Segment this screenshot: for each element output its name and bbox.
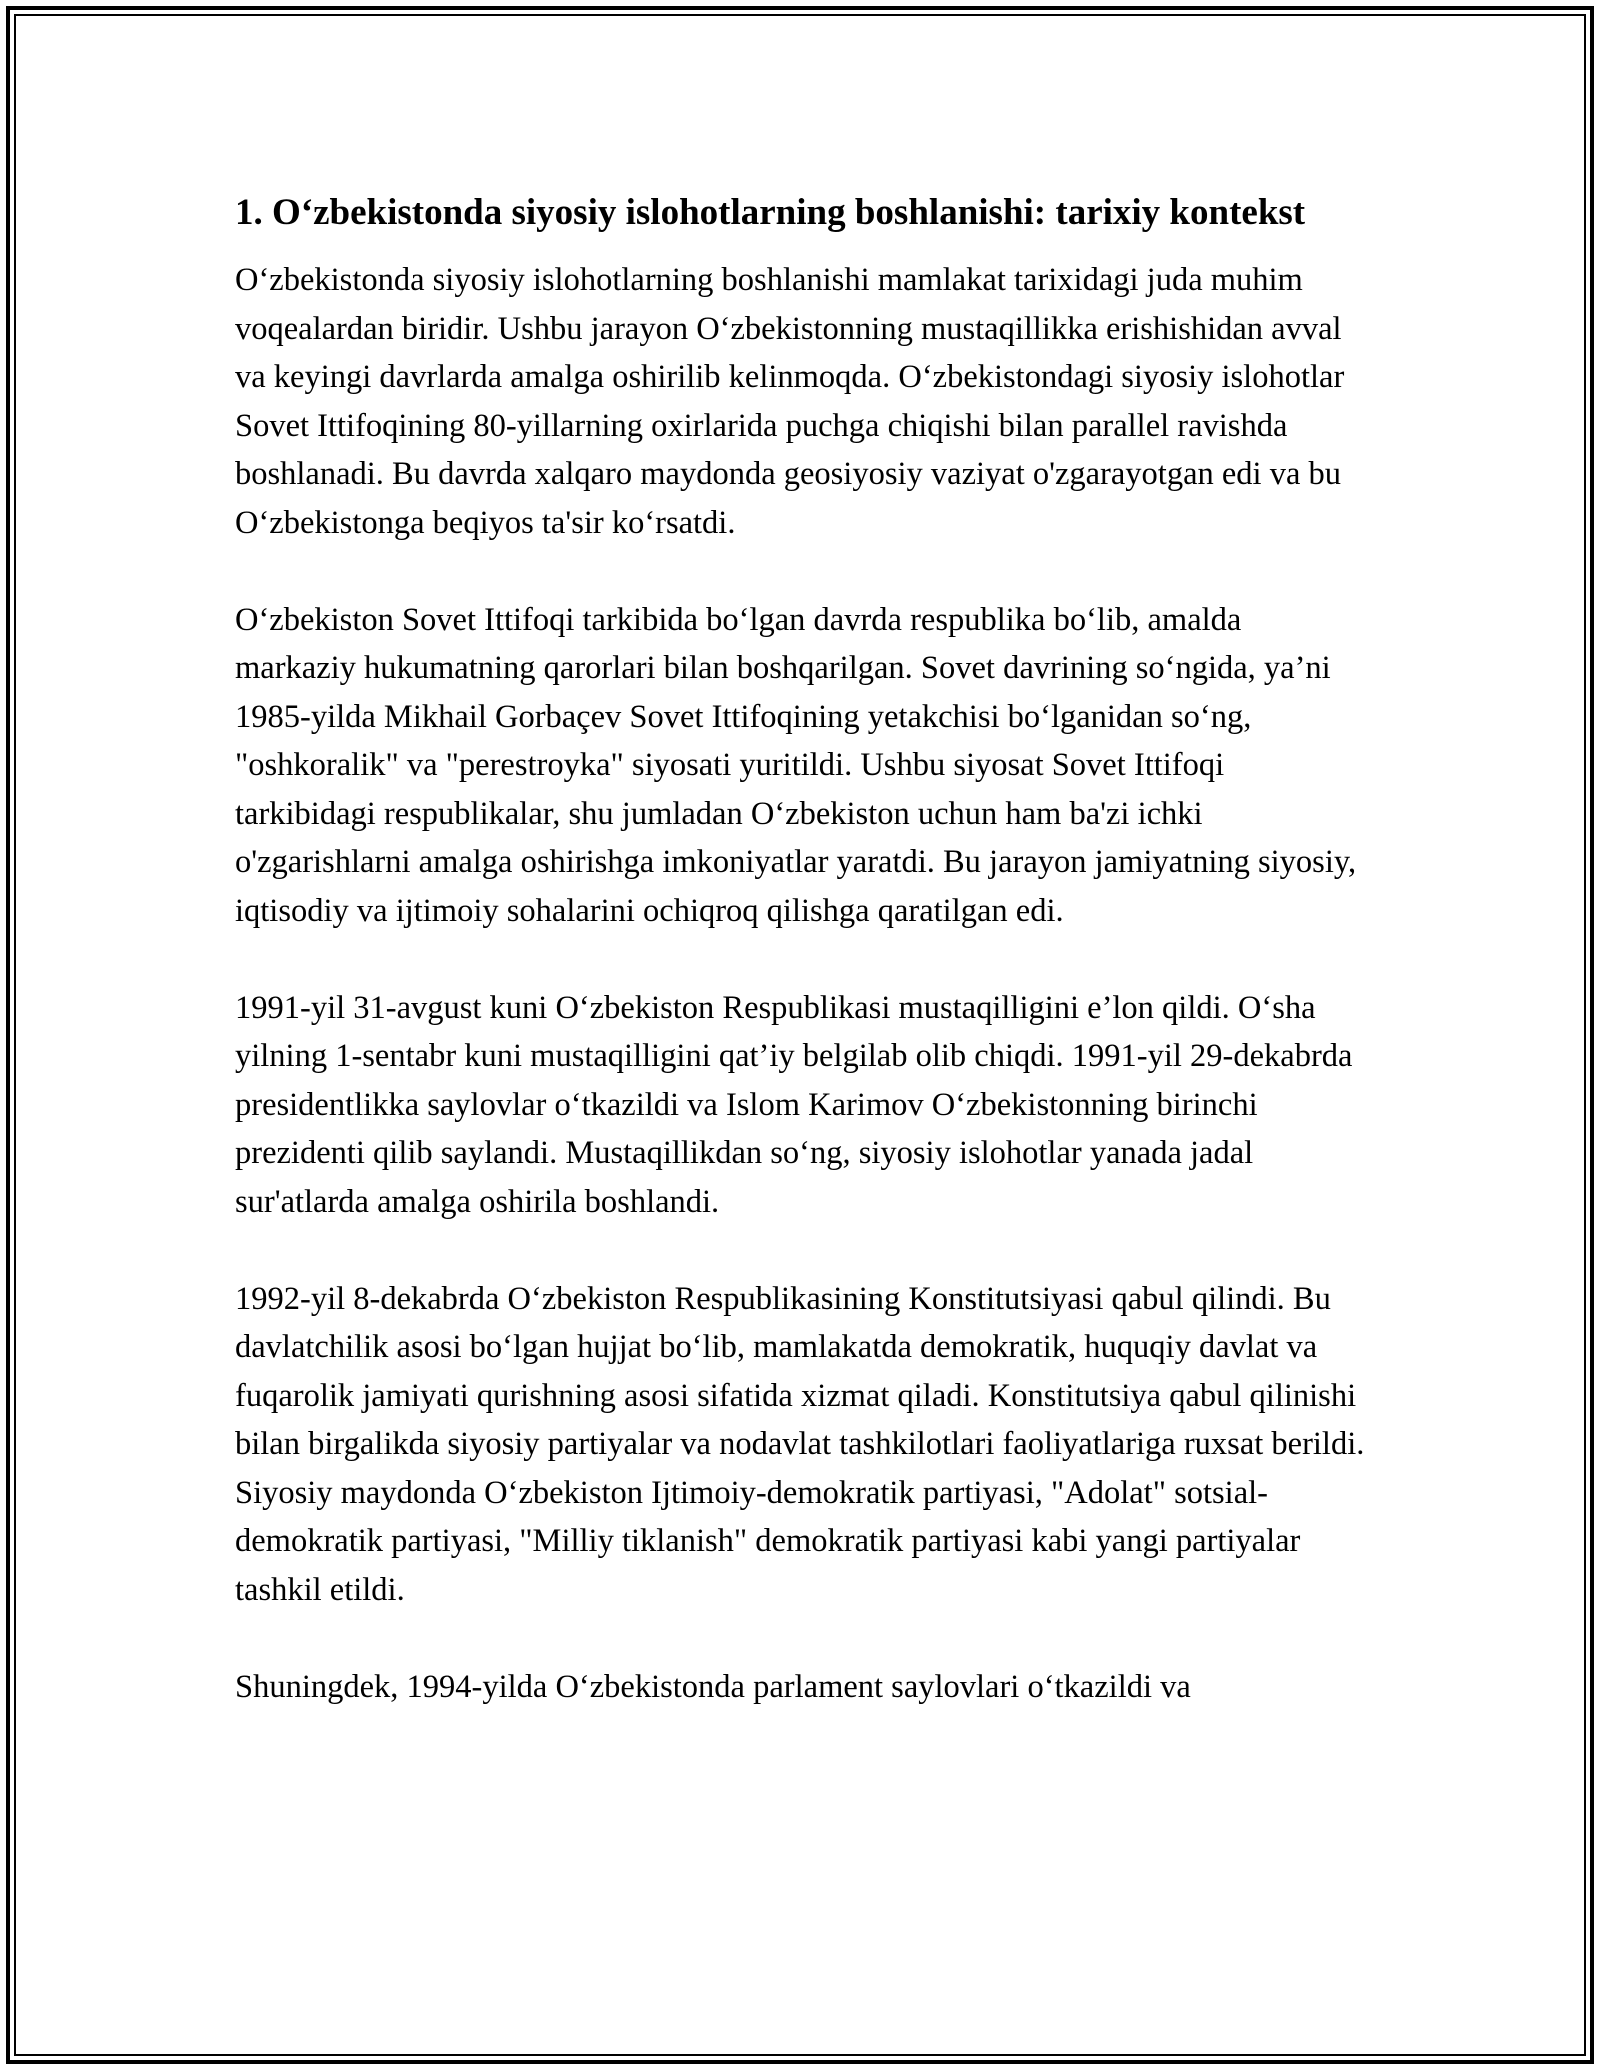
document-body xyxy=(235,186,1370,1760)
paragraph-4: 1992-yil 8-dekabrda O‘zbekiston Respublikasining Konstitutsiyasi qabul qilindi. Bu davlatchilik asosi bo‘lgan hujjat bo‘lib, mamlakatda demokratik, huquqiy davlat va fuqarolik jamiyati qurishning asosi sifatida xizmat qiladi. Konstitutsiya qabul qilinishi bilan birgalikda siyosiy partiyalar va nodavlat tashkilotlari faoliyatlariga ruxsat berildi. Siyosiy maydonda O‘zbekiston Ijtimoiy-demokratik partiyasi, "Adolat" sotsial-demokratik partiyasi, "Milliy tiklanish" demokratik partiyasi kabi yangi partiyalar tashkil etildi. xyxy=(235,1280,1365,1608)
paragraph-5: Shuningdek, 1994-yilda O‘zbekistonda parlament saylovlari o‘tkazildi va xyxy=(235,1668,1191,1705)
section-heading: 1. O‘zbekistonda siyosiy islohotlarning boshlanishi: tarixiy kontekst xyxy=(235,192,1306,233)
paragraph-3: 1991-yil 31-avgust kuni O‘zbekiston Respublikasi mustaqilligini e’lon qildi. O‘sha yilning 1-sentabr kuni mustaqilligini qat’iy belgilab olib chiqdi. 1991-yil 29-dekabrda presidentlikka saylovlar o‘tkazildi va Islom Karimov O‘zbekistonning birinchi prezidenti qilib saylandi. Mustaqillikdan so‘ng, siyosiy islohotlar yanada jadal sur'atlarda amalga oshirila boshlandi. xyxy=(235,989,1353,1220)
paragraph-2: O‘zbekiston Sovet Ittifoqi tarkibida bo‘lgan davrda respublika bo‘lib, amalda markaziy hukumatning qarorlari bilan boshqarilgan. Sovet davrining so‘ngida, ya’ni 1985-yilda Mikhail Gorbaçev Sovet Ittifoqining yetakchisi bo‘lganidan so‘ng, "oshkoralik" va "perestroyka" siyosati yuritildi. Ushbu siyosat Sovet Ittifoqi tarkibidagi respublikalar, shu jumladan O‘zbekiston uchun ham ba'zi ichki o'zgarishlarni amalga oshirishga imkoniyatlar yaratdi. Bu jarayon jamiyatning siyosiy, iqtisodiy va ijtimoiy sohalarini ochiqroq qilishga qaratilgan edi. xyxy=(235,601,1357,929)
paragraph-1: O‘zbekistonda siyosiy islohotlarning boshlanishi mamlakat tarixidagi juda muhim voqealardan biridir. Ushbu jarayon O‘zbekistonning mustaqillikka erishishidan avval va keyingi davrlarda amalga oshirilib kelinmoqda. O‘zbekistondagi siyosiy islohotlar Sovet Ittifoqining 80-yillarning oxirlarida puchga chiqishi bilan parallel ravishda boshlanadi. Bu davrda xalqaro maydonda geosiyosiy vaziyat o'zgarayotgan edi va bu O‘zbekistonga beqiyos ta'sir ko‘rsatdi. xyxy=(235,262,1345,541)
